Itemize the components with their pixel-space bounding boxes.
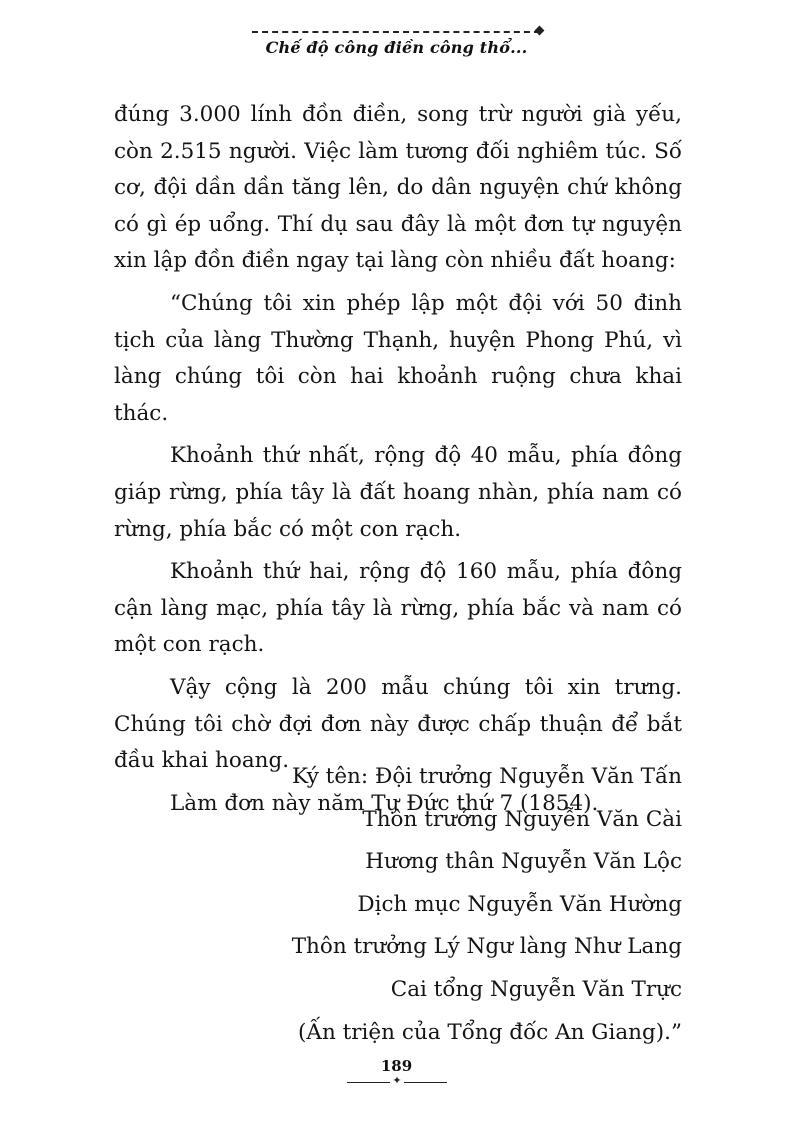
body-text (114, 97, 682, 828)
signature-block (292, 756, 682, 1054)
signature-line: Dịch mục Nguyễn Văn Hường (357, 891, 682, 917)
paragraph: Khoảnh thứ hai, rộng độ 160 mẫu, phía đông cận làng mạc, phía tây là rừng, phía bắc và nam có một con rạch. (114, 559, 682, 658)
signature-line: Thôn trưởng Lý Ngư làng Như Lang (291, 934, 682, 960)
signature-line: Thôn trưởng Nguyễn Văn Cài (362, 806, 682, 832)
divider-end-ornament-icon (535, 26, 545, 36)
running-head-divider (252, 31, 540, 33)
paragraph: Làm đơn này năm Tự Đức thứ 7 (1854). (170, 790, 599, 816)
signature-line: Cai tổng Nguyễn Văn Trực (390, 976, 682, 1002)
running-head-title: Chế độ công điền công thổ... (265, 38, 528, 57)
signature-line: Hương thân Nguyễn Văn Lộc (365, 849, 682, 875)
signature-line: (Ấn triện của Tổng đốc An Giang).” (298, 1019, 682, 1045)
paragraph: “Chúng tôi xin phép lập một đội với 50 đinh tịch của làng Thường Thạnh, huyện Phong Phú, vì làng chúng tôi còn hai khoảnh ruộng chưa khai thác. (114, 290, 682, 426)
paragraph: đúng 3.000 lính đồn điền, song trừ người già yếu, còn 2.515 người. Việc làm tương đối nghiêm túc. Số cơ, đội dần dần tăng lên, do dân nguyện chứ không có gì ép uổng. Thí dụ sau đây là một đơn tự nguyện xin lập đồn điền ngay tại làng còn nhiều đất hoang: (114, 102, 682, 274)
paragraph: Vậy cộng là 200 mẫu chúng tôi xin trưng. Chúng tôi chờ đợi đơn này được chấp thuận để bắt đầu khai hoang. (114, 674, 682, 774)
paragraph: Khoảnh thứ nhất, rộng độ 40 mẫu, phía đông giáp rừng, phía tây là đất hoang nhàn, phía nam có rừng, phía bắc có một con rạch. (114, 443, 682, 542)
signature-line: Ký tên: Đội trưởng Nguyễn Văn Tấn (292, 764, 682, 789)
running-head (0, 38, 793, 57)
page-number: 189 (380, 1057, 413, 1075)
footer-ornament-icon: ✦ (390, 1076, 404, 1086)
